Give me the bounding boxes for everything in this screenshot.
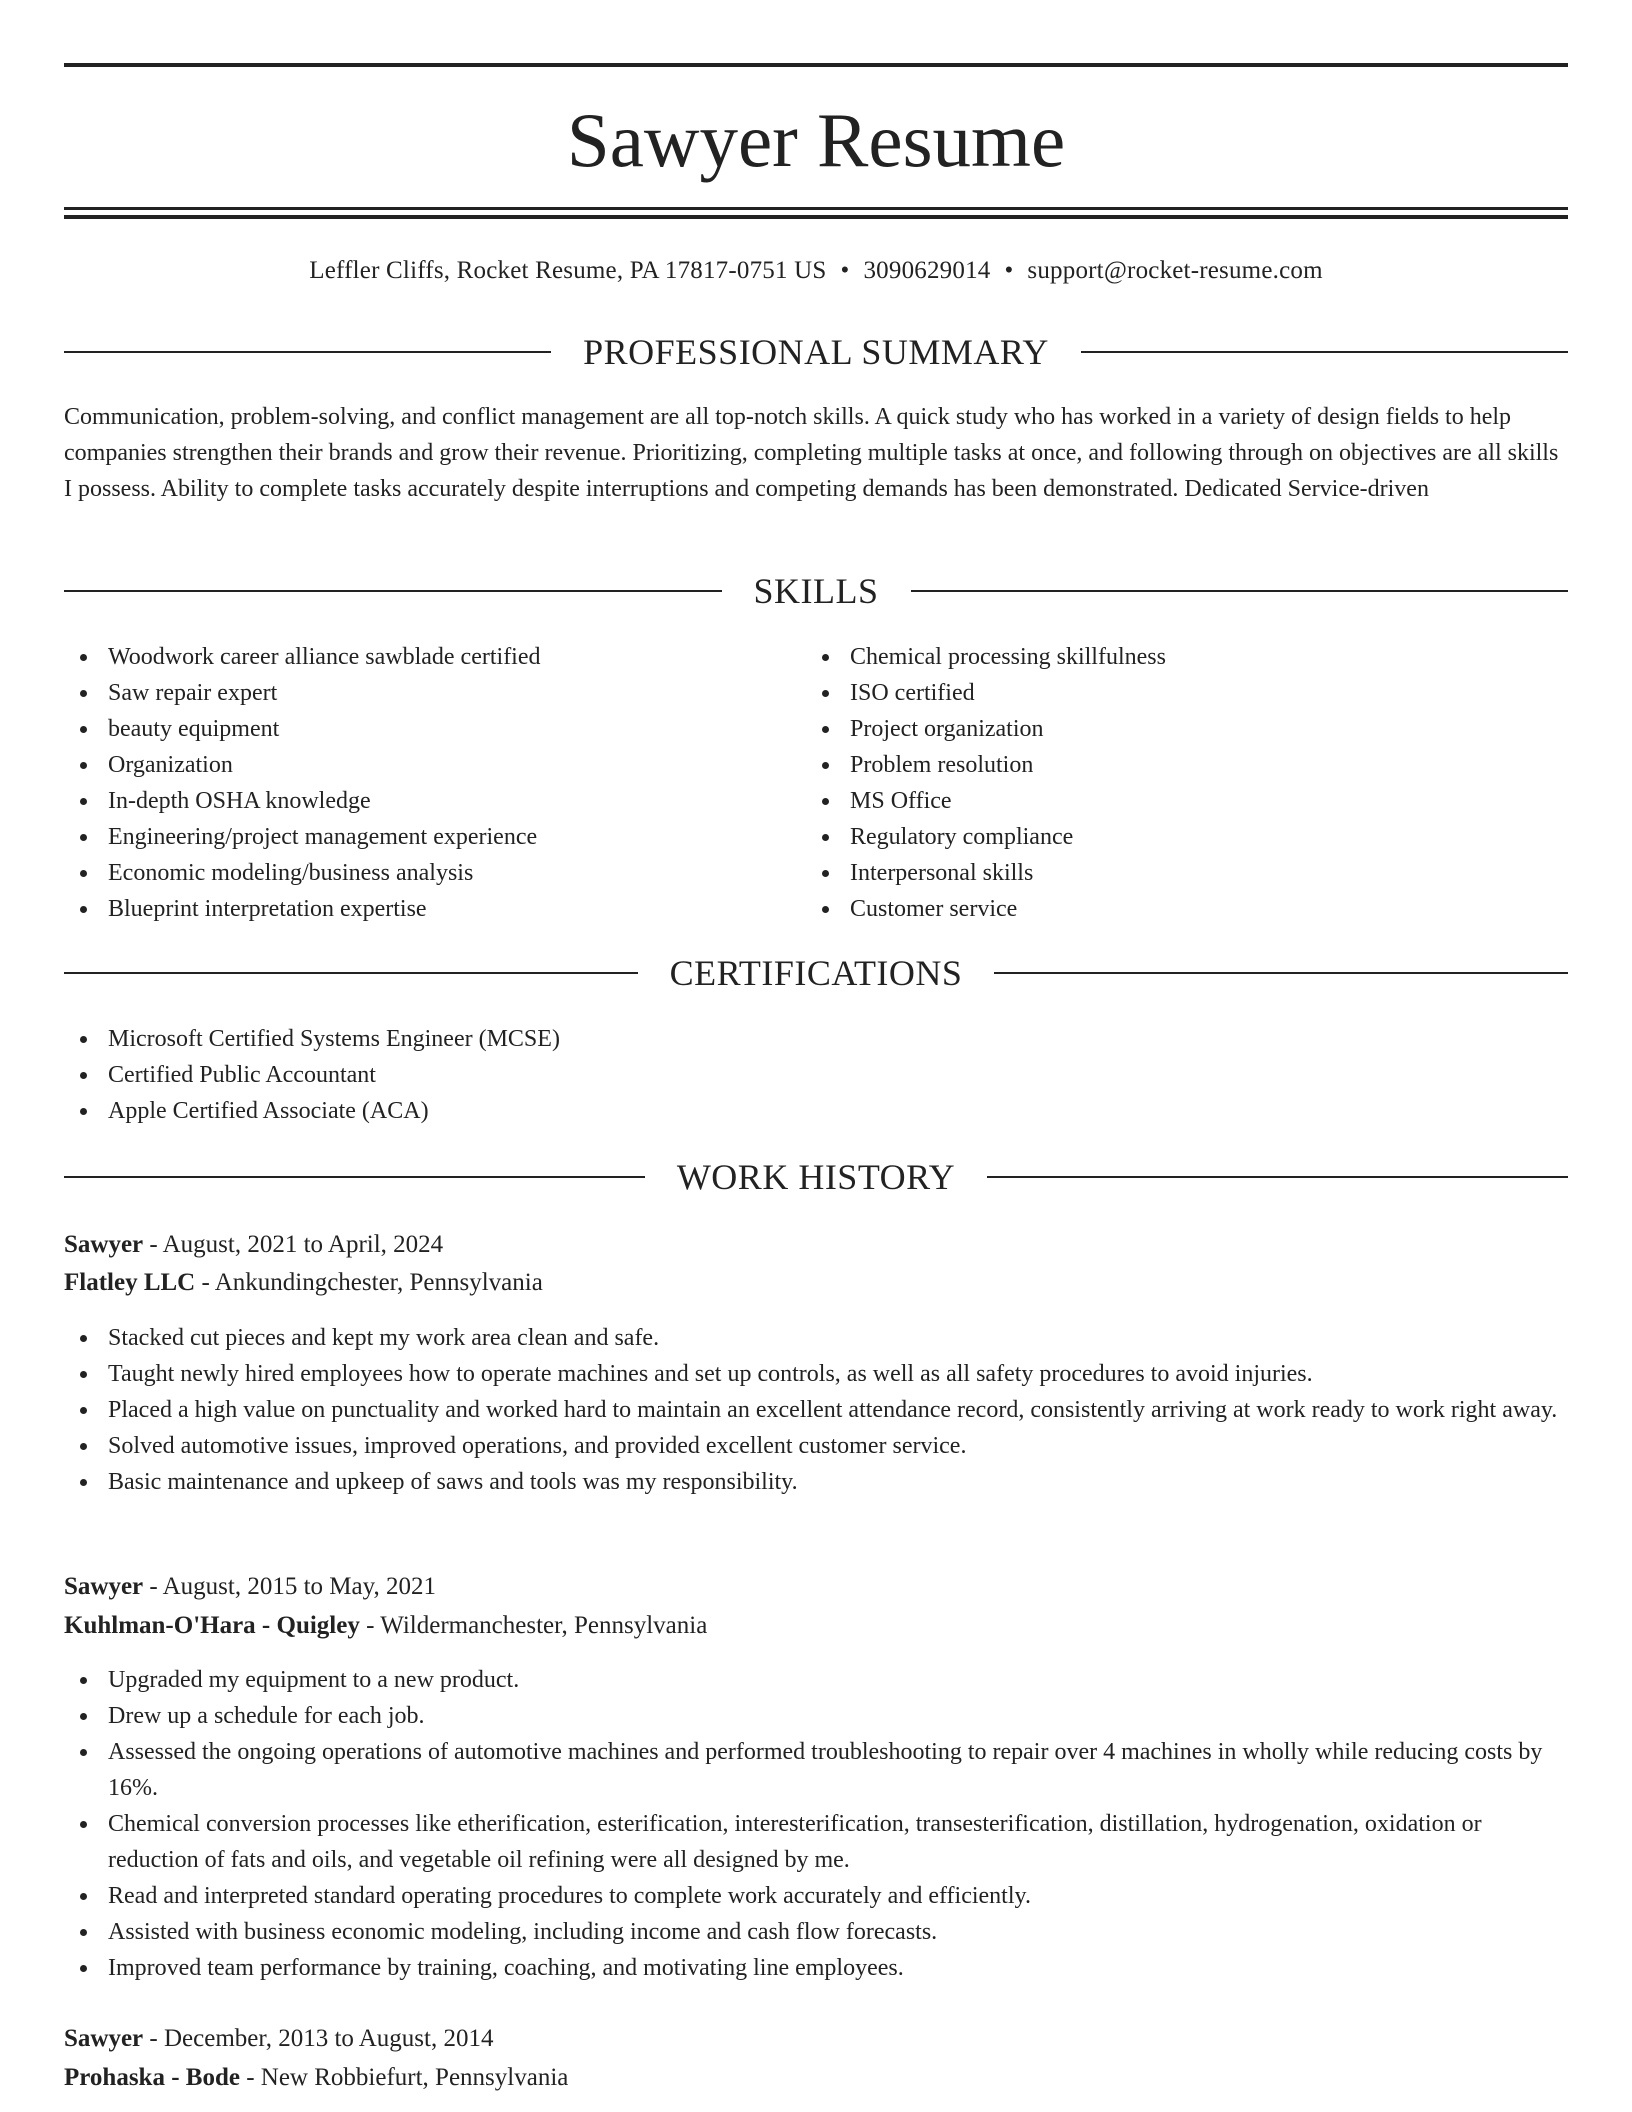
job-duty: Basic maintenance and upkeep of saws and tools was my responsibility. [64,1464,1568,1500]
heading-rule-left [64,972,638,974]
job-duty: Placed a high value on punctuality and worked hard to maintain an excellent attendance record, consistently arriving at work ready to work right away. [64,1392,1568,1428]
job-dates: - August, 2015 to May, 2021 [143,1573,436,1600]
skill-item: Blueprint interpretation expertise [64,891,804,927]
heading-rule-left [64,351,551,353]
certification-item: Certified Public Accountant [64,1057,1568,1093]
contact-separator: • [840,257,850,284]
certification-item: Microsoft Certified Systems Engineer (MCSE) [64,1021,1568,1057]
skill-item: Chemical processing skillfulness [806,639,1546,675]
skill-item: Regulatory compliance [806,819,1546,855]
job-title-line [64,1568,1568,1606]
job-title: Sawyer [64,1573,144,1600]
contact-phone: 3090629014 [863,257,991,284]
job-dates: - August, 2021 to April, 2024 [143,1231,444,1258]
skill-item: beauty equipment [64,711,804,747]
job-company: Prohaska - Bode [64,2064,240,2091]
skill-item: Customer service [806,891,1546,927]
top-rule [64,63,1568,67]
skill-item: Saw repair expert [64,675,804,711]
heading-rule-right [994,972,1568,974]
header-rule-upper [64,207,1568,210]
skills-list-left [64,639,804,927]
summary-text: Communication, problem-solving, and conflict management are all top-notch skills. A quick study who has worked in a variety of design fields to help companies strengthen their brands and grow their revenue. Prioritizing, completing multiple tasks at once, and following through on objectives are all skills I possess. Ability to complete tasks accurately despite interruptions and competing demands has been demonstrated. Dedicated Service-driven [64,404,1559,502]
certifications-heading-text: CERTIFICATIONS [669,953,963,993]
certifications-list [64,1021,1568,1129]
contact-address: Leffler Cliffs, Rocket Resume, PA 17817-0751 US [309,257,827,284]
contact-email: support@rocket-resume.com [1027,257,1323,284]
skill-item: ISO certified [806,675,1546,711]
skills-heading [64,569,1568,613]
job-duty: Solved automotive issues, improved operations, and provided excellent customer service. [64,1428,1568,1464]
skill-item: Organization [64,747,804,783]
skill-item: Woodwork career alliance sawblade certified [64,639,804,675]
job-dates: - December, 2013 to August, 2014 [143,2025,494,2052]
job-duties-list [64,1662,1568,1986]
header-rule-lower [64,215,1568,219]
certifications-heading [64,951,1568,995]
job-location: - Wildermanchester, Pennsylvania [359,1612,708,1639]
heading-rule-right [911,590,1569,592]
skill-item: Problem resolution [806,747,1546,783]
skill-item: Engineering/project management experience [64,819,804,855]
skill-item: Interpersonal skills [806,855,1546,891]
heading-rule-right [987,1176,1568,1178]
skills-heading-text: SKILLS [753,571,879,611]
summary-heading [64,330,1568,374]
work-history-heading [64,1155,1568,1199]
job-duty: Upgraded my equipment to a new product. [64,1662,1568,1698]
job-duties-list [64,1320,1568,1500]
job-company: Flatley LLC [64,1269,196,1296]
summary-heading-text: PROFESSIONAL SUMMARY [583,332,1049,372]
job-title: Sawyer [64,2025,144,2052]
heading-rule-left [64,590,722,592]
certification-item: Apple Certified Associate (ACA) [64,1093,1568,1129]
job-duty: Improved team performance by training, coaching, and motivating line employees. [64,1950,1568,1986]
job-duty: Chemical conversion processes like etherification, esterification, interesterification, transesterification, distillation, hydrogenation, oxidation or reduction of fats and oils, and vegetable oil refining were all designed by me. [64,1806,1568,1878]
skill-item: MS Office [806,783,1546,819]
job-duty: Read and interpreted standard operating procedures to complete work accurately and efficiently. [64,1878,1568,1914]
job-location: - New Robbiefurt, Pennsylvania [239,2064,569,2091]
heading-rule-right [1081,351,1568,353]
job-location: - Ankundingchester, Pennsylvania [195,1269,543,1296]
job-duty: Assisted with business economic modeling, including income and cash flow forecasts. [64,1914,1568,1950]
skills-list-right [806,639,1546,927]
heading-rule-left [64,1176,645,1178]
job-duty: Stacked cut pieces and kept my work area clean and safe. [64,1320,1568,1356]
job-title-line [64,1226,1568,1264]
job-title: Sawyer [64,1231,144,1258]
job-duty: Taught newly hired employees how to operate machines and set up controls, as well as all safety procedures to avoid injuries. [64,1356,1568,1392]
skill-item: Project organization [806,711,1546,747]
job-company-line [64,1607,1568,1645]
job-duty: Drew up a schedule for each job. [64,1698,1568,1734]
contact-line [64,253,1568,289]
job-title-line [64,2020,1568,2058]
resume-name: Sawyer Resume [566,97,1066,183]
job-duty: Assessed the ongoing operations of automotive machines and performed troubleshooting to repair over 4 machines in wholly while reducing costs by 16%. [64,1734,1568,1806]
work-history-heading-text: WORK HISTORY [676,1157,956,1197]
skill-item: Economic modeling/business analysis [64,855,804,891]
job-company-line [64,1264,1568,1302]
job-company: Kuhlman-O'Hara - Quigley [64,1612,360,1639]
skill-item: In-depth OSHA knowledge [64,783,804,819]
contact-separator: • [1004,257,1014,284]
job-company-line [64,2059,1568,2097]
